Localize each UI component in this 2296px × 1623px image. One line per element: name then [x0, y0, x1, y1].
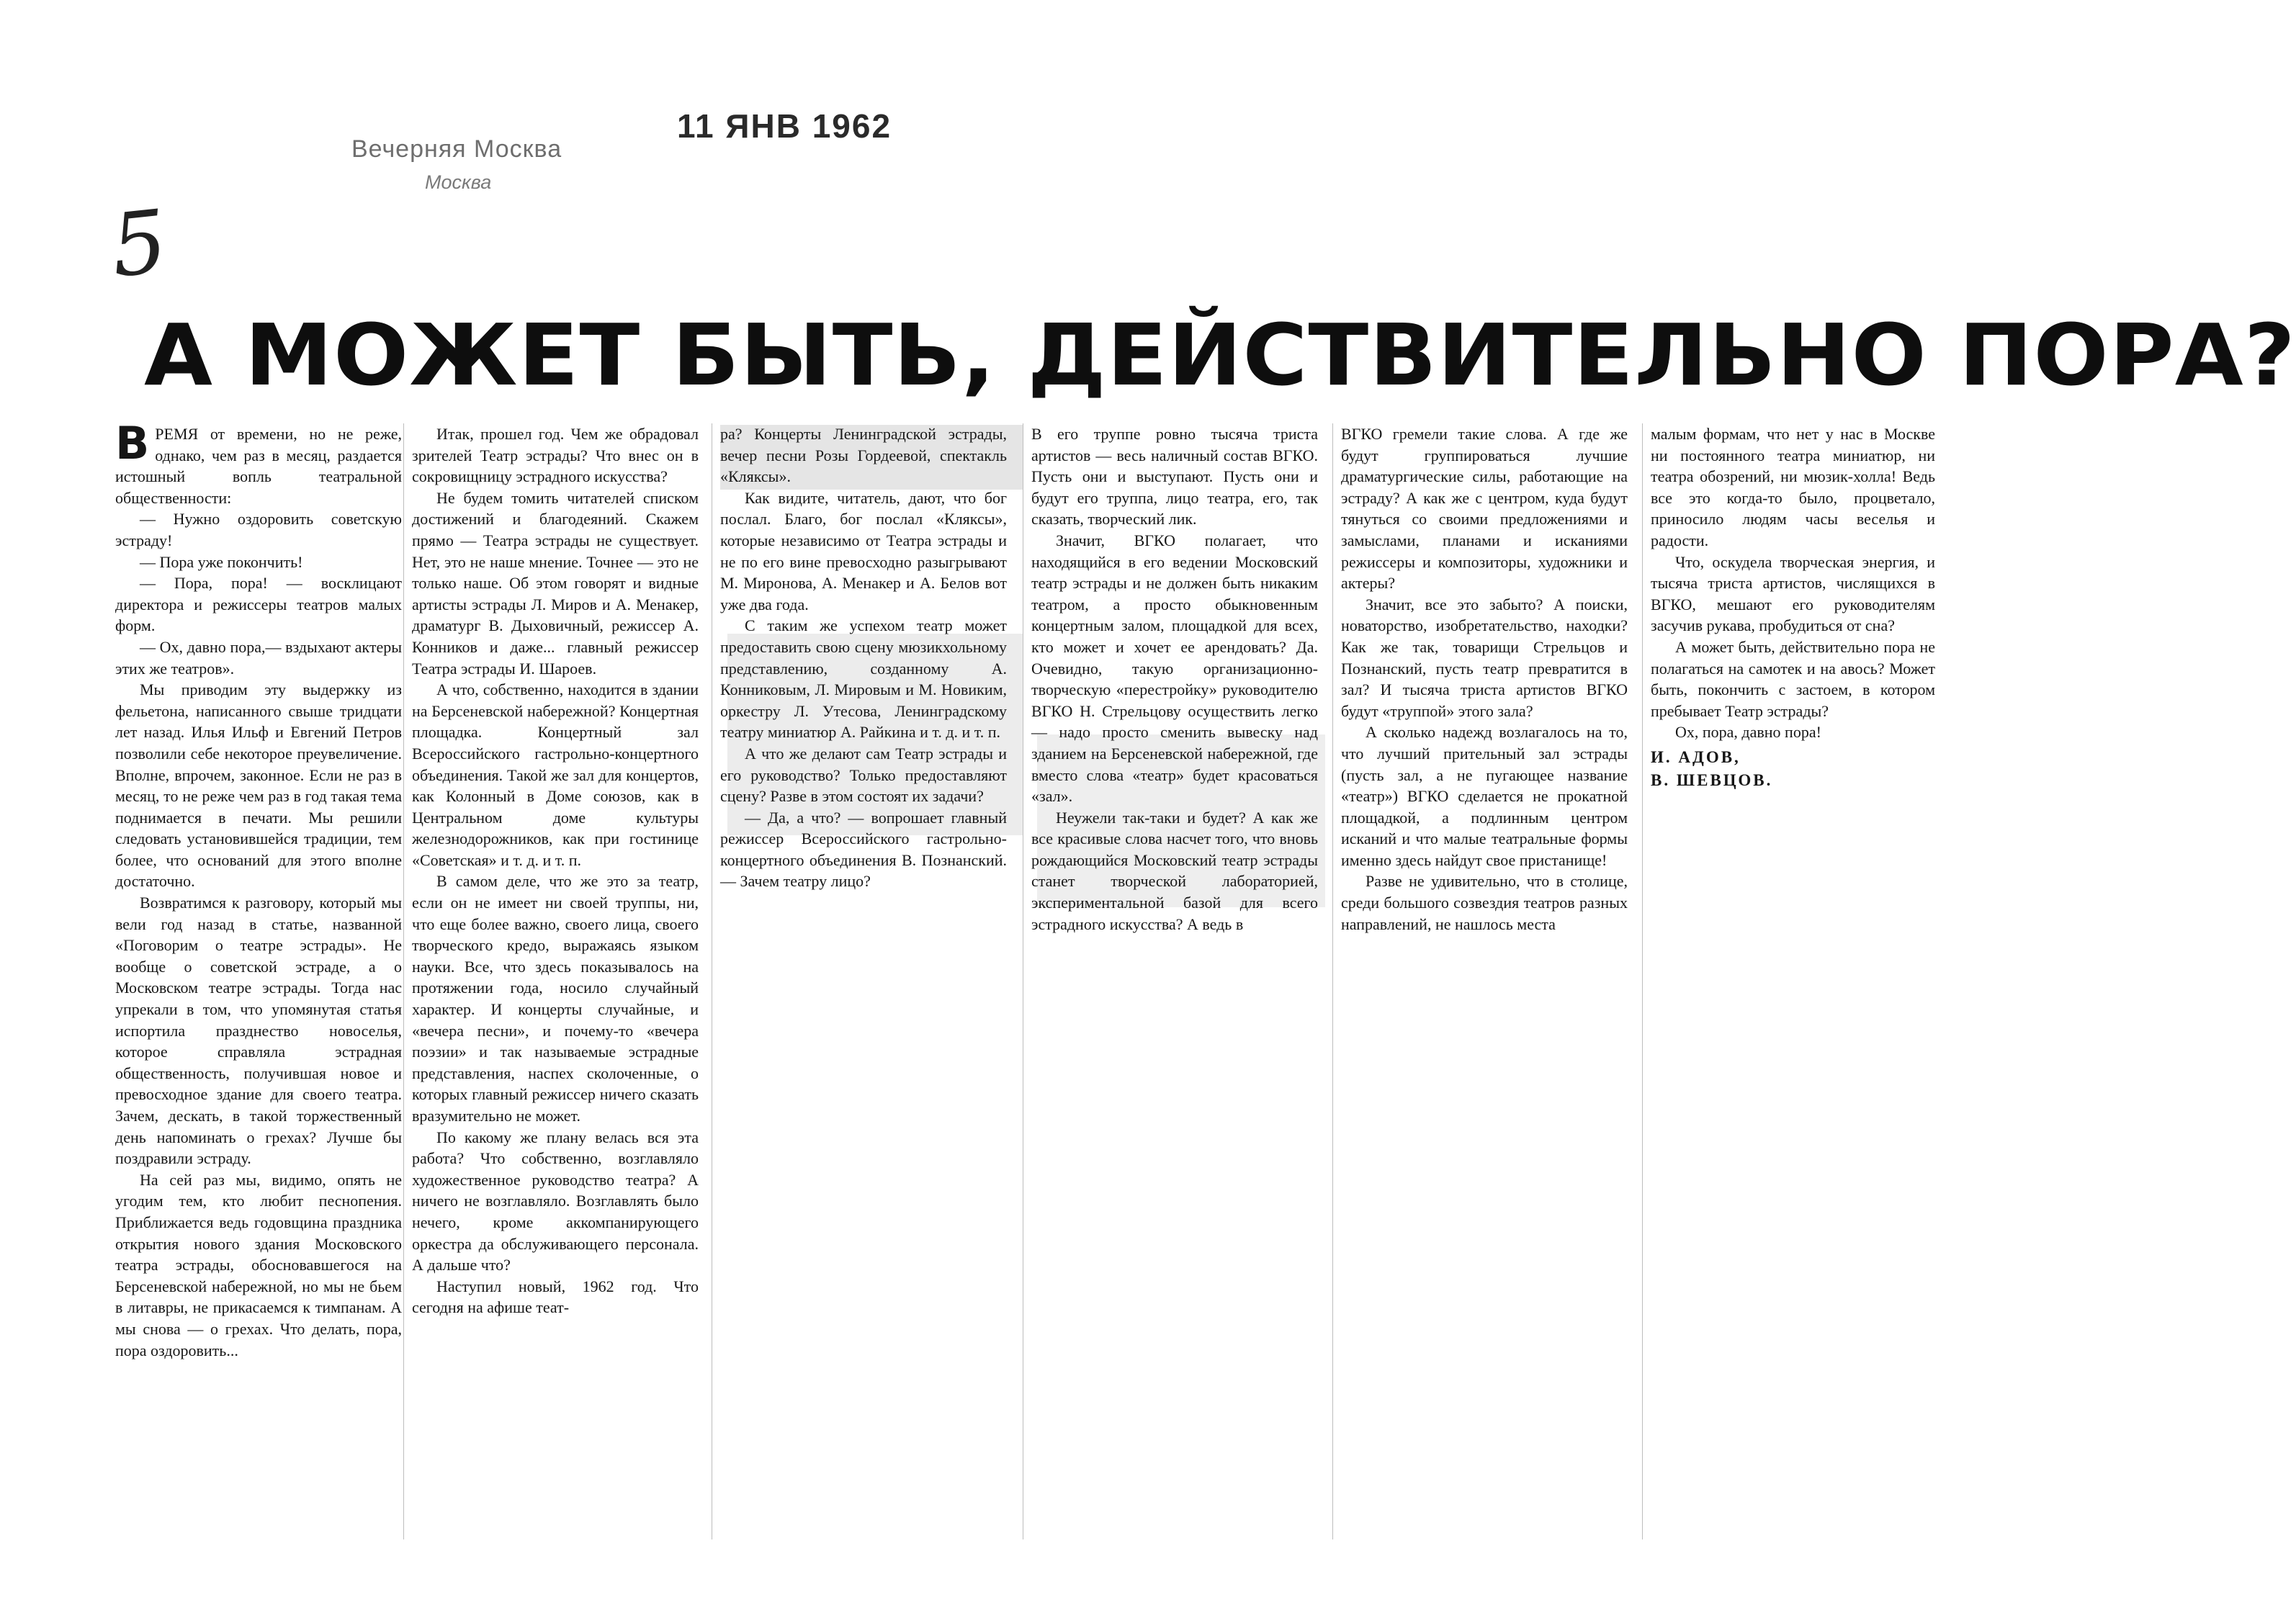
article-paragraph: Возвратимся к разговору, который мы вели год назад в статье, названной «Поговорим о театре эстрады». Не вообще о советской эстраде, а о Московском театре эстрады. Тогда нас упрекали в том, что упомянутая статья испортила празднество новоселья, которое справляла эстрадная общественность, получившая новое и превосходное здание для своего театра. Зачем, дескать, в такой торжественный день напоминать о грехах? Лучше бы поздравили эстраду. — [115, 894, 402, 1168]
article-paragraph: Неужели так-таки и будет? А как же все красивые слова насчет того, что вновь рождающийся Московский театр эстрады станет творческой лабораторией, экспериментальной базой для всего эстрадного искусства? А ведь в — [1031, 808, 1318, 933]
article-paragraph: А что же делают сам Театр эстрады и его руководство? Только предоставляют сцену? Разве в этом состоят их задачи? — [720, 744, 1007, 806]
headline: А МОЖЕТ БЫТЬ, ДЕЙСТВИТЕЛЬНО ПОРА? — [144, 305, 2296, 405]
article-column-4 — [1031, 423, 1318, 935]
article-paragraph: — Нужно оздоровить советскую эстраду! — [115, 510, 402, 549]
author-name: И. АДОВ, — [1651, 747, 1741, 766]
column-rule — [403, 423, 404, 1539]
article-paragraph: На сей раз мы, видимо, опять не угодим тем, кто любит песнопения. Приближается ведь годовщина праздника открытия нового здания Московского театра эстрады, обосновавшегося на Берсеневской набережной, но мы не бьем в литавры, не прикасаемся к тимпанам. А мы снова — о грехах. Что делать, пора, пора оздоровить... — [115, 1170, 402, 1359]
article-paragraph: ра? Концерты Ленинградской эстрады, вечер песни Розы Гордеевой, спектакль «Кляксы». — [720, 425, 1007, 486]
article-paragraph: Значит, ВГКО полагает, что находящийся в его ведении Московский театр эстрады и не должен быть никаким театром, а просто обыкновенным концертным залом, площадкой для всех, кто может и хочет ее арендовать? Да. Очевидно, такую организационно-творческую «перестройку» руководителю ВГКО Н. Стрельцову осуществить легко — надо просто сменить вывеску над зданием на Берсеневской набережной, где вместо слова «театр» будет красоваться «зал». — [1031, 531, 1318, 806]
article-paragraph: малым формам, что нет у нас в Москве ни постоянного театра миниатюр, ни театра обозрений, ни мюзик-холла! Ведь все это когда-то было, процветало, приносило людям часы веселья и радости. — [1651, 425, 1935, 549]
article-column-2 — [412, 423, 699, 1318]
author-name: В. ШЕВЦОВ. — [1651, 770, 1773, 789]
article-paragraph: Значит, все это забыто? А поиски, новаторство, изобретательство, находки? Как же так, товарищи Стрельцов и Познанский, пусть театр превратится в зал? И тысяча триста артистов ВГКО будут «труппой» этого зала? — [1341, 595, 1628, 720]
article-paragraph: Не будем томить читателей списком достижений и благодеяний. Скажем прямо — Театра эстрады не существует. Нет, это не наше мнение. Точнее — это не только наше. Об этом говорят и видные артисты эстрады Л. Миров и А. Менакер, драматург В. Дыховичный, режиссер А. Конников и даже... главный режиссер Театра эстрады И. Шароев. — [412, 488, 699, 678]
article-paragraph: По какому же плану велась вся эта работа? Что собственно, возглавляло художественное руководство театра? А ничего не возглавляло. Возглавлять было нечего, кроме аккомпанирующего оркестра да обслуживающего персонала. А дальше что? — [412, 1128, 699, 1274]
article-column-5 — [1341, 423, 1628, 935]
article-paragraph: — Пора уже покончить! — [140, 552, 303, 571]
article-paragraph: ВРЕМЯ от времени, но не реже, однако, чем раз в месяц, раздается истошный вопль театральной общественности: — [115, 417, 402, 507]
article-paragraph: — Пора, пора! — восклицают директора и режиссеры театров малых форм. — [115, 574, 402, 635]
article-paragraph: С таким же успехом театр может предоставить свою сцену мюзикхольному представлению, созданному А. Конниковым, Л. Мировым и М. Новиким, оркестру Л. Утесова, Ленинградскому театру миниатюр А. Райкина и т. д. и т. п. — [720, 616, 1007, 742]
article-paragraph: Что, оскудела творческая энергия, и тысяча триста артистов, числящихся в ВГКО, мешают его руководителям засучив рукава, пробудиться от сна? — [1651, 552, 1935, 635]
date-stamp: 11 ЯНВ 1962 — [677, 107, 892, 145]
article-column-6 — [1651, 423, 1935, 792]
column-rule — [1642, 423, 1643, 1539]
article-paragraph: Как видите, читатель, дают, что бог послал. Благо, бог послал «Кляксы», которые независимо от Театра эстрады и не по его вине превосходно разыгрывают М. Миронова, А. Менакер и А. Белов вот уже два года. — [720, 488, 1007, 613]
article-paragraph: Ох, пора, давно пора! — [1675, 723, 1821, 742]
article-paragraph: — Ох, давно пора,— вздыхают актеры этих же театров». — [115, 637, 402, 678]
article-paragraph: Мы приводим эту выдержку из фельетона, написанного свыше тридцати лет назад. Илья Ильф и Евгений Петров позволили себе некоторое преувеличение. Вполне, впрочем, законное. Если не раз в месяц, то не реже чем раз в год такая тема поднимается в печати. Мы решили следовать установившейся традиции, тем более, что оснований для этого вполне достаточно. — [115, 680, 402, 891]
article-paragraph: А что, собственно, находится в здании на Берсеневской набережной? Концертная площадка. Концертный зал Всероссийского гастрольно-концертного объединения. Такой же зал для концертов, как Колонный в Доме союзов, как в Центральном доме культуры железнодорожников, как при гостинице «Советская» и т. д. и т. п. — [412, 680, 699, 869]
drop-cap: В — [115, 417, 150, 469]
newspaper-stamp: Вечерняя Москва — [351, 135, 562, 163]
article-paragraph: Разве не удивительно, что в столице, среди большого созвездия театров разных направлений, не нашлось места — [1341, 872, 1628, 933]
article-paragraph: Итак, прошел год. Чем же обрадовал зрителей Театр эстрады? Что внес он в сокровищницу эстрадного искусства? — [412, 425, 699, 486]
author-signature — [1651, 746, 1935, 792]
article-paragraph: Наступил новый, 1962 год. Что сегодня на афише теат- — [412, 1277, 699, 1317]
article-paragraph: — Да, а что? — вопрошает главный режиссер Всероссийского гастрольно-концертного объединения В. Познанский. — Зачем театру лицо? — [720, 808, 1007, 891]
article-column-1 — [115, 417, 402, 1361]
article-paragraph: А сколько надежд возлагалось на то, что лучший прительный зал эстрады (пусть зал, а не пугающее название «театр») ВГКО сделается не прокатной площадкой, а подлинным центром исканий и что малые театральные формы именно здесь найдут свое пристанище! — [1341, 723, 1628, 869]
column-rule — [1332, 423, 1333, 1539]
article-paragraph: ВГКО гремели такие слова. А где же будут группироваться лучшие драматургические силы, работающие на эстраду? А как же с центром, куда будут тянуться со своими предложениями и замыслами, планами и исканиями режиссеры и композиторы, художники и актеры? — [1341, 425, 1628, 593]
article-paragraph: В самом деле, что же это за театр, если он не имеет ни своей труппы, ни, что еще более важно, своего лица, своего творческого кредо, выражаясь языком науки. Все, что здесь показывалось на протяжении года, носило случайный характер. И концерты случайные, и «вечера песни», и почему-то «вечера поэзии» и так называемые эстрадные представления, наспех сколоченные, о которых главный режиссер ничего сказать вразумительно не может. — [412, 872, 699, 1125]
city-stamp: Москва — [425, 171, 492, 193]
article-paragraph: А может быть, действительно пора не полагаться на самотек и на авось? Может быть, покончить с застоем, в котором пребывает Театр эстрады? — [1651, 637, 1935, 720]
handwritten-mark: 5 — [106, 192, 172, 297]
article-column-3 — [720, 423, 1007, 892]
article-paragraph: В его труппе ровно тысяча триста артистов — весь наличный состав ВГКО. Пусть они и выступают. Пусть они и будут его труппа, лицо театра, его, так сказать, творческий лик. — [1031, 425, 1318, 529]
